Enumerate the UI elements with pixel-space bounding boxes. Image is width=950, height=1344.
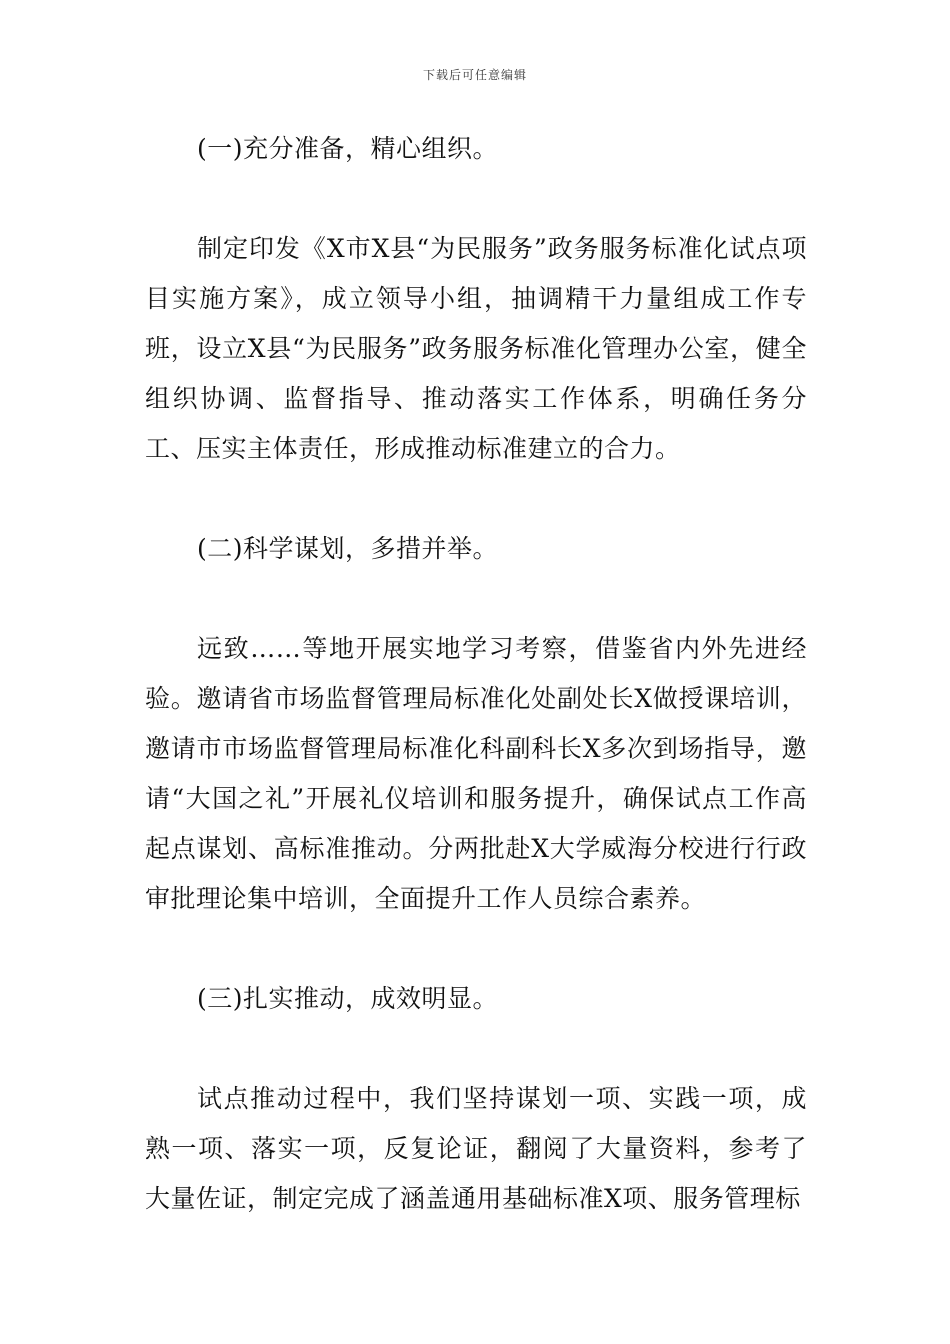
section-3-heading: (三)扎实推动，成效明显。: [197, 984, 499, 1013]
section-2-heading: (二)科学谋划，多措并举。: [197, 534, 499, 563]
section-2-paragraph: 远致……等地开展实地学习考察，借鉴省内外先进经验。邀请省市场监督管理局标准化处副处长X做授课培训，邀请市市场监督管理局标准化科副科长X多次到场指导，邀请“大国之礼”开展礼仪培训和服务提升，确保试点工作高起点谋划、高标准推动。分两批赴X大学威海分校进行行政审批理论集中培训，全面提升工作人员综合素养。: [145, 634, 807, 913]
page-header-note: 下载后可任意编辑: [422, 68, 527, 82]
section-1-paragraph: 制定印发《X市X县“为民服务”政务服务标准化试点项目实施方案》，成立领导小组，抽调精干力量组成工作专班，设立X县“为民服务”政务服务标准化管理办公室，健全组织协调、监督指导、推动落实工作体系，明确任务分工、压实主体责任，形成推动标准建立的合力。: [145, 234, 807, 463]
section-1-heading: (一)充分准备，精心组织。: [197, 134, 499, 163]
section-3-paragraph: 试点推动过程中，我们坚持谋划一项、实践一项，成熟一项、落实一项，反复论证，翻阅了大量资料，参考了大量佐证，制定完成了涵盖通用基础标准X项、服务管理标: [145, 1084, 807, 1213]
